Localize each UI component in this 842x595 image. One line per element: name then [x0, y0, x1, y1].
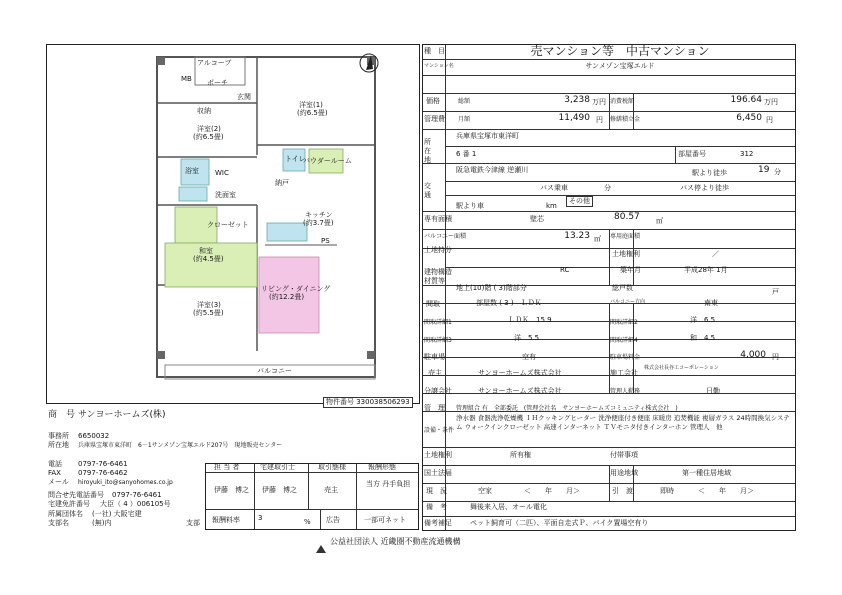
- room-no-value: 312: [740, 150, 754, 158]
- bus-label: バス乗車: [540, 184, 568, 192]
- branch-label: 支部名: [48, 519, 69, 527]
- staff-value-3: 当方 丹手負担: [366, 480, 411, 488]
- kitchen-name: キッチン: [305, 211, 333, 219]
- parking-fee-unit: 円: [772, 353, 779, 361]
- name-value: サンメゾン宝塚エルド: [585, 62, 655, 70]
- room-label-pipe: PS: [321, 237, 330, 245]
- balcony-value: 13.23: [564, 231, 590, 241]
- land-rights-label: 土地権利: [612, 250, 640, 258]
- staff-value-1: 伊藤 博之: [262, 486, 297, 494]
- tel-value: 0797-76-6461: [78, 460, 128, 468]
- staff-header-3: 報酬形態: [368, 463, 396, 471]
- room-no-label: 部屋番号: [678, 150, 706, 158]
- remarks-value: 舞後来入居、オール電化: [470, 503, 547, 511]
- price-label: 価格: [426, 97, 440, 105]
- staff-header-2: 取引態様: [318, 463, 346, 471]
- balcony-unit: ㎡: [594, 235, 601, 243]
- assoc-value: (一社) 大阪宅建: [92, 510, 142, 518]
- bus-walk-label: バス停より徒歩: [680, 184, 729, 192]
- room-label-wic: WIC: [215, 169, 229, 177]
- area-value: 80.57: [614, 212, 640, 222]
- dist-label: 分譲会社: [424, 387, 452, 395]
- units-label: 総戸数: [612, 284, 633, 292]
- room-label-storage2: 収納: [197, 107, 211, 115]
- ad-value: 一部可ネット: [364, 516, 406, 524]
- balcony-dir-label: バルコニー方向: [610, 299, 646, 305]
- land-share-label: 土地持分: [424, 246, 452, 254]
- law-label: 国土法届: [424, 469, 452, 477]
- repair-value: 6,450: [736, 113, 762, 123]
- room-1-name: 洋室(1): [299, 101, 323, 109]
- walk-value: 19: [758, 165, 770, 175]
- built-label: 築年月: [620, 266, 641, 274]
- mgmt-sub: 月額: [458, 116, 471, 123]
- license-value: 大臣（ 4 ）006105号: [100, 500, 171, 508]
- room-label-storage: 納戸: [275, 179, 289, 187]
- detail2-label: 間取詳細2: [610, 319, 638, 326]
- status-period: ＜ 年 月＞: [524, 487, 580, 495]
- traffic-label: 交通: [424, 182, 431, 199]
- room-label-alcove: アルコーブ: [197, 59, 232, 67]
- handover-period: ＜ 年 月＞: [698, 487, 754, 495]
- room-2-name: 洋室(2): [197, 125, 221, 133]
- register-label: 付帯事項: [610, 451, 638, 459]
- room-label-toilet: トイレ: [285, 155, 306, 163]
- ld-name: リビング・ダイニング: [261, 285, 331, 293]
- ad-label: 広告: [326, 516, 340, 524]
- status-value: 空家: [478, 487, 492, 495]
- zoning-label: 用途地域: [610, 469, 638, 477]
- remarks2-label: 備考補足: [424, 519, 452, 527]
- area-label: 専有面積: [424, 215, 452, 223]
- kitchen-size: (約3.7畳): [303, 219, 334, 227]
- fee-label: 報酬料率: [212, 516, 240, 524]
- property-number: 物件番号 330038506293: [323, 397, 413, 408]
- walk-label: 駅より徒歩: [692, 169, 727, 177]
- equip-value: 浄水器 食器洗浄乾燥機 ＩＨクッキングヒーター 洗浄便座付き便座 床暖房 追焚機能 複層ガラス 24時間換気システム ウォークインクローゼット 高速インターネット ＴＶモニタ付きインターホン 管理人 他: [456, 414, 790, 431]
- footer-text: 公益社団法人 近畿圏不動産流通機構: [330, 537, 461, 546]
- manage-label: 管 理: [424, 404, 445, 412]
- built-value: 平成28年 1月: [684, 266, 728, 274]
- mgmt-co-label: 管理人勤務: [610, 388, 641, 395]
- tax-label: 消費税額: [610, 98, 635, 105]
- fax-label: FAX: [48, 469, 61, 477]
- layout-label: 間取: [426, 300, 440, 308]
- dist-value: サンヨーホームズ株式会社: [478, 387, 562, 395]
- parking-fee-value: 4,000: [740, 350, 766, 360]
- inquiry-value: 0797-76-6461: [112, 491, 162, 499]
- detail1-value: ＬＤＫ 15.9: [508, 316, 552, 324]
- location-label: 所在地: [424, 138, 431, 164]
- handover-value: 即時: [660, 487, 674, 495]
- branch-suffix: 支部: [186, 519, 200, 527]
- washitsu-name: 和室: [199, 247, 213, 255]
- room-label-entrance: 玄関: [237, 93, 251, 101]
- balcony-label: バルコニー面積: [424, 233, 467, 240]
- price-unit: 万円: [592, 98, 606, 106]
- price-sub: 総額: [458, 98, 471, 105]
- other-label: その他: [566, 196, 593, 207]
- remarks2-value: ペット飼育可（二匹）、平面自走式Ｐ、バイク置場空有り: [470, 519, 649, 527]
- price-value: 3,238: [564, 95, 590, 105]
- mgmt-co-value: 日勤: [706, 387, 720, 395]
- sheet-title: 売マンション等 中古マンション: [530, 44, 710, 58]
- sheet-title-label: 種 目: [424, 47, 445, 55]
- detail3-label: 間取詳細3: [424, 337, 452, 344]
- layout-value: 部屋数 ( 3 ) ＬＤＫ: [476, 299, 542, 307]
- mail-value[interactable]: hiroyuki_ito@sanyohomes.co.jp: [78, 479, 173, 486]
- location-line2: 6 番 1: [456, 150, 477, 158]
- balcony-label: バルコニー: [257, 367, 292, 375]
- floors-value: 地上(10)階 ( 3)階部分: [456, 284, 527, 292]
- address-value: 兵庫県宝塚市東洋町 6－1サンメゾン宝塚エルド207号 現地販売センター: [78, 442, 283, 449]
- builder-label: 施工会社: [610, 369, 638, 377]
- detail4-label: 間取詳細4: [610, 337, 638, 344]
- location-line1: 兵庫県宝塚市東洋町: [456, 132, 519, 140]
- units-unit: 戸: [772, 288, 779, 296]
- structure-label: 建物構造 材質等: [424, 268, 452, 285]
- detail4-value: 和 4.5: [690, 334, 716, 342]
- ld-size: (約12.2畳): [269, 293, 305, 301]
- staff-header-1: 宅建取引士: [260, 463, 295, 471]
- detail1-label: 間取詳細1: [424, 319, 452, 326]
- fax-value: 0797-76-6462: [78, 469, 128, 477]
- name-label: マンション名: [424, 63, 454, 69]
- walk-unit: 分: [774, 168, 781, 176]
- tax-value: 196.64: [730, 95, 762, 105]
- room-label-utility: 洗面室: [215, 191, 236, 199]
- car-unit: km: [546, 202, 557, 210]
- seller-label: 売主: [428, 369, 442, 377]
- license-label: 宅建免許番号: [48, 500, 90, 508]
- trade-name: サンヨーホームズ(株): [78, 410, 166, 420]
- balcony-dir-value: 南東: [704, 299, 718, 307]
- detail3-value: 洋 5.5: [514, 334, 540, 342]
- area-unit: ㎡: [656, 217, 663, 225]
- footer-logo-icon: [316, 538, 326, 546]
- equip-label: 設備・条件: [424, 427, 455, 434]
- mail-label: メール: [48, 478, 69, 486]
- room-label-powder: パウダールーム: [303, 157, 352, 165]
- staff-value-0: 伊藤 博之: [214, 486, 249, 494]
- land-law-label: 土地権利: [424, 451, 452, 459]
- room-label-bath: 浴室: [185, 167, 199, 175]
- remarks-label: 備 考: [426, 503, 447, 511]
- station-value: 阪急電鉄今津線 逆瀬川: [456, 166, 529, 174]
- branch-value: (無)内: [92, 519, 112, 527]
- fee-unit: %: [304, 518, 311, 526]
- detail2-value: 洋 6.5: [690, 316, 716, 324]
- address-label: 所在地: [48, 441, 69, 449]
- washitsu-size: (約4.5畳): [193, 255, 224, 263]
- inquiry-label: 問合せ先電話番号: [48, 491, 104, 499]
- room-3-size: (約5.5畳): [193, 309, 224, 317]
- room-2-size: (約6.5畳): [193, 133, 224, 141]
- room-label-closet: クローゼット: [207, 221, 249, 229]
- private-garden-label: 専用庭面積: [610, 233, 641, 240]
- zoning-value: 第一種住居地域: [682, 469, 731, 477]
- mgmt-unit: 円: [596, 116, 603, 124]
- fee-value: 3: [258, 514, 263, 522]
- status-label: 現 況: [426, 487, 447, 495]
- car-label: 駅より車: [456, 202, 484, 210]
- seller-value: サンヨーホームズ株式会社: [478, 369, 562, 377]
- tel-label: 電話: [48, 460, 62, 468]
- bus-unit: 分: [604, 184, 611, 192]
- room-1-size: (約6.5畳): [297, 109, 328, 117]
- parking-value: 空有: [522, 353, 536, 361]
- parking-label: 駐車場: [424, 353, 445, 361]
- office-label: 事務所: [48, 432, 69, 440]
- land-rights-value: ／: [712, 250, 719, 258]
- area-sub: 壁芯: [530, 215, 544, 223]
- handover-label: 引 渡: [612, 487, 633, 495]
- staff-header-0: 担 当 者: [214, 463, 240, 471]
- repair-label: 修繕積立金: [610, 116, 641, 123]
- trade-name-label: 商 号: [48, 410, 76, 420]
- land-law-value: 所有権: [510, 451, 531, 459]
- staff-value-2: 売主: [324, 486, 338, 494]
- mgmt-value: 11,490: [558, 113, 590, 123]
- mgmt-label: 管理費: [424, 115, 445, 123]
- room-label-meter: MB: [181, 75, 192, 83]
- room-3-name: 洋室(3): [197, 301, 221, 309]
- manage-value: 管理組合 有 全部委託 (管理会社名 サンヨーホームズコミュニティ株式会社 ): [456, 405, 678, 412]
- tax-unit: 万円: [764, 98, 778, 106]
- builder-value: 株式会社長谷工コーポレーション: [644, 365, 719, 371]
- structure-value: RC: [560, 266, 570, 274]
- floorplan-panel: [46, 44, 420, 404]
- parking-fee-label: 駐車場料金: [610, 354, 641, 361]
- assoc-label: 所属団体名: [48, 510, 83, 518]
- office-value: 6650032: [78, 432, 110, 440]
- room-label-porch: ポーチ: [207, 79, 228, 87]
- repair-unit: 円: [766, 116, 773, 124]
